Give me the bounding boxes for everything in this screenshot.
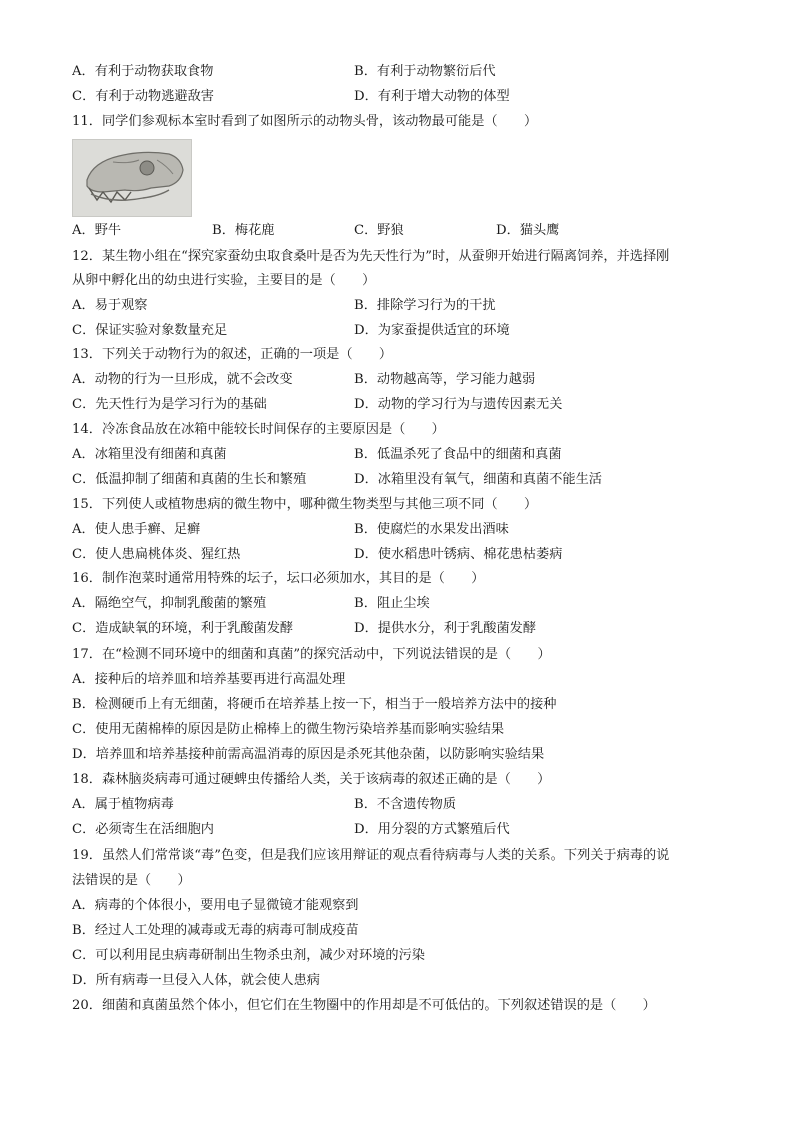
q12-option-b: B．排除学习行为的干扰 bbox=[354, 298, 496, 313]
q11-option-b: B．梅花鹿 bbox=[212, 223, 275, 238]
q17-option-c: C．使用无菌棉棒的原因是防止棉棒上的微生物污染培养基而影响实验结果 bbox=[72, 722, 505, 737]
q14-options-row-1 bbox=[72, 443, 732, 467]
q18-options-row-2 bbox=[72, 818, 732, 842]
q18-option-d: D．用分裂的方式繁殖后代 bbox=[354, 822, 510, 837]
q14-stem: 14．冷冻食品放在冰箱中能较长时间保存的主要原因是（ ） bbox=[72, 422, 445, 437]
q10-option-c: C．有利于动物逃避敌害 bbox=[72, 89, 214, 104]
q14-option-c: C．低温抑制了细菌和真菌的生长和繁殖 bbox=[72, 472, 307, 487]
q19-option-b: B．经过人工处理的减毒或无毒的病毒可制成疫苗 bbox=[72, 923, 359, 938]
q17-stem: 17．在“检测不同环境中的细菌和真菌”的探究活动中，下列说法错误的是（ ） bbox=[72, 647, 551, 662]
q15-option-b: B．使腐烂的水果发出酒味 bbox=[354, 522, 509, 537]
q14-options-row-2 bbox=[72, 468, 732, 492]
q17-option-d: D．培养皿和培养基接种前需高温消毒的原因是杀死其他杂菌，以防影响实验结果 bbox=[72, 747, 545, 762]
q14-option-d: D．冰箱里没有氧气，细菌和真菌不能生活 bbox=[354, 472, 602, 487]
q17-option-a: A．接种后的培养皿和培养基要再进行高温处理 bbox=[72, 672, 346, 687]
q11-stem: 11．同学们参观标本室时看到了如图所示的动物头骨，该动物最可能是（ ） bbox=[72, 114, 538, 129]
q13-option-a: A．动物的行为一旦形成，就不会改变 bbox=[72, 372, 293, 387]
q16-option-a: A．隔绝空气，抑制乳酸菌的繁殖 bbox=[72, 596, 267, 611]
q13-option-d: D．动物的学习行为与遗传因素无关 bbox=[354, 397, 563, 412]
q12-option-d: D．为家蚕提供适宜的环境 bbox=[354, 323, 510, 338]
q14-option-a: A．冰箱里没有细菌和真菌 bbox=[72, 447, 227, 462]
q13-option-b: B．动物越高等，学习能力越弱 bbox=[354, 372, 536, 387]
q11-options bbox=[72, 219, 732, 243]
q14-option-b: B．低温杀死了食品中的细菌和真菌 bbox=[354, 447, 562, 462]
q15-option-d: D．使水稻患叶锈病、棉花患枯萎病 bbox=[354, 547, 563, 562]
q15-options-row-2 bbox=[72, 543, 732, 567]
q10-options-row-2 bbox=[72, 85, 732, 109]
q16-option-d: D．提供水分，利于乳酸菌发酵 bbox=[354, 621, 537, 636]
q18-options-row-1 bbox=[72, 793, 732, 817]
q19-option-a: A．病毒的个体很小，要用电子显微镜才能观察到 bbox=[72, 898, 359, 913]
q10-option-b: B．有利于动物繁衍后代 bbox=[354, 64, 496, 79]
q16-options-row-1 bbox=[72, 592, 732, 616]
q12-option-c: C．保证实验对象数量充足 bbox=[72, 323, 228, 338]
q13-options-row-2 bbox=[72, 393, 732, 417]
q15-stem: 15．下列使人或植物患病的微生物中，哪种微生物类型与其他三项不同（ ） bbox=[72, 497, 538, 512]
q18-stem: 18．森林脑炎病毒可通过硬蜱虫传播给人类，关于该病毒的叙述正确的是（ ） bbox=[72, 772, 551, 787]
q15-option-c: C．使人患扁桃体炎、猩红热 bbox=[72, 547, 241, 562]
q11-option-a: A．野牛 bbox=[72, 223, 122, 238]
q13-option-c: C．先天性行为是学习行为的基础 bbox=[72, 397, 267, 412]
q19-stem-line-2: 法错误的是（ ） bbox=[72, 873, 191, 888]
q20-stem: 20．细菌和真菌虽然个体小，但它们在生物圈中的作用却是不可低估的。下列叙述错误的是（ ） bbox=[72, 998, 656, 1013]
q11-option-d: D．猫头鹰 bbox=[496, 223, 560, 238]
q10-option-d: D．有利于增大动物的体型 bbox=[354, 89, 510, 104]
q11-option-c: C．野狼 bbox=[354, 223, 404, 238]
q19-option-d: D．所有病毒一旦侵入人体，就会使人患病 bbox=[72, 973, 320, 988]
q15-option-a: A．使人患手癣、足癣 bbox=[72, 522, 201, 537]
q10-option-a: A．有利于动物获取食物 bbox=[72, 64, 214, 79]
q17-option-b: B．检测硬币上有无细菌，将硬币在培养基上按一下，相当于一般培养方法中的接种 bbox=[72, 697, 557, 712]
q19-stem-line-1: 19．虽然人们常常谈“毒”色变，但是我们应该用辩证的观点看待病毒与人类的关系。下列关于病毒的说 bbox=[72, 848, 670, 863]
q12-option-a: A．易于观察 bbox=[72, 298, 148, 313]
animal-skull-icon bbox=[72, 139, 192, 217]
q18-option-a: A．属于植物病毒 bbox=[72, 797, 174, 812]
q12-stem-line-1: 12．某生物小组在“探究家蚕幼虫取食桑叶是否为先天性行为”时，从蚕卵开始进行隔离饲养，并选择刚 bbox=[72, 249, 670, 264]
q12-stem-line-2: 从卵中孵化出的幼虫进行实验，主要目的是（ ） bbox=[72, 273, 376, 288]
q10-options-row-1 bbox=[72, 60, 732, 84]
q16-stem: 16．制作泡菜时通常用特殊的坛子，坛口必须加水，其目的是（ ） bbox=[72, 571, 485, 586]
q13-stem: 13．下列关于动物行为的叙述，正确的一项是（ ） bbox=[72, 347, 393, 362]
q18-option-b: B．不含遗传物质 bbox=[354, 797, 457, 812]
q12-options-row-1 bbox=[72, 294, 732, 318]
q16-option-c: C．造成缺氧的环境，利于乳酸菌发酵 bbox=[72, 621, 294, 636]
q12-options-row-2 bbox=[72, 319, 732, 343]
q13-options-row-1 bbox=[72, 368, 732, 392]
q16-options-row-2 bbox=[72, 617, 732, 641]
q19-option-c: C．可以利用昆虫病毒研制出生物杀虫剂，减少对环境的污染 bbox=[72, 948, 425, 963]
q18-option-c: C．必须寄生在活细胞内 bbox=[72, 822, 214, 837]
q15-options-row-1 bbox=[72, 518, 732, 542]
q16-option-b: B．阻止尘埃 bbox=[354, 596, 430, 611]
